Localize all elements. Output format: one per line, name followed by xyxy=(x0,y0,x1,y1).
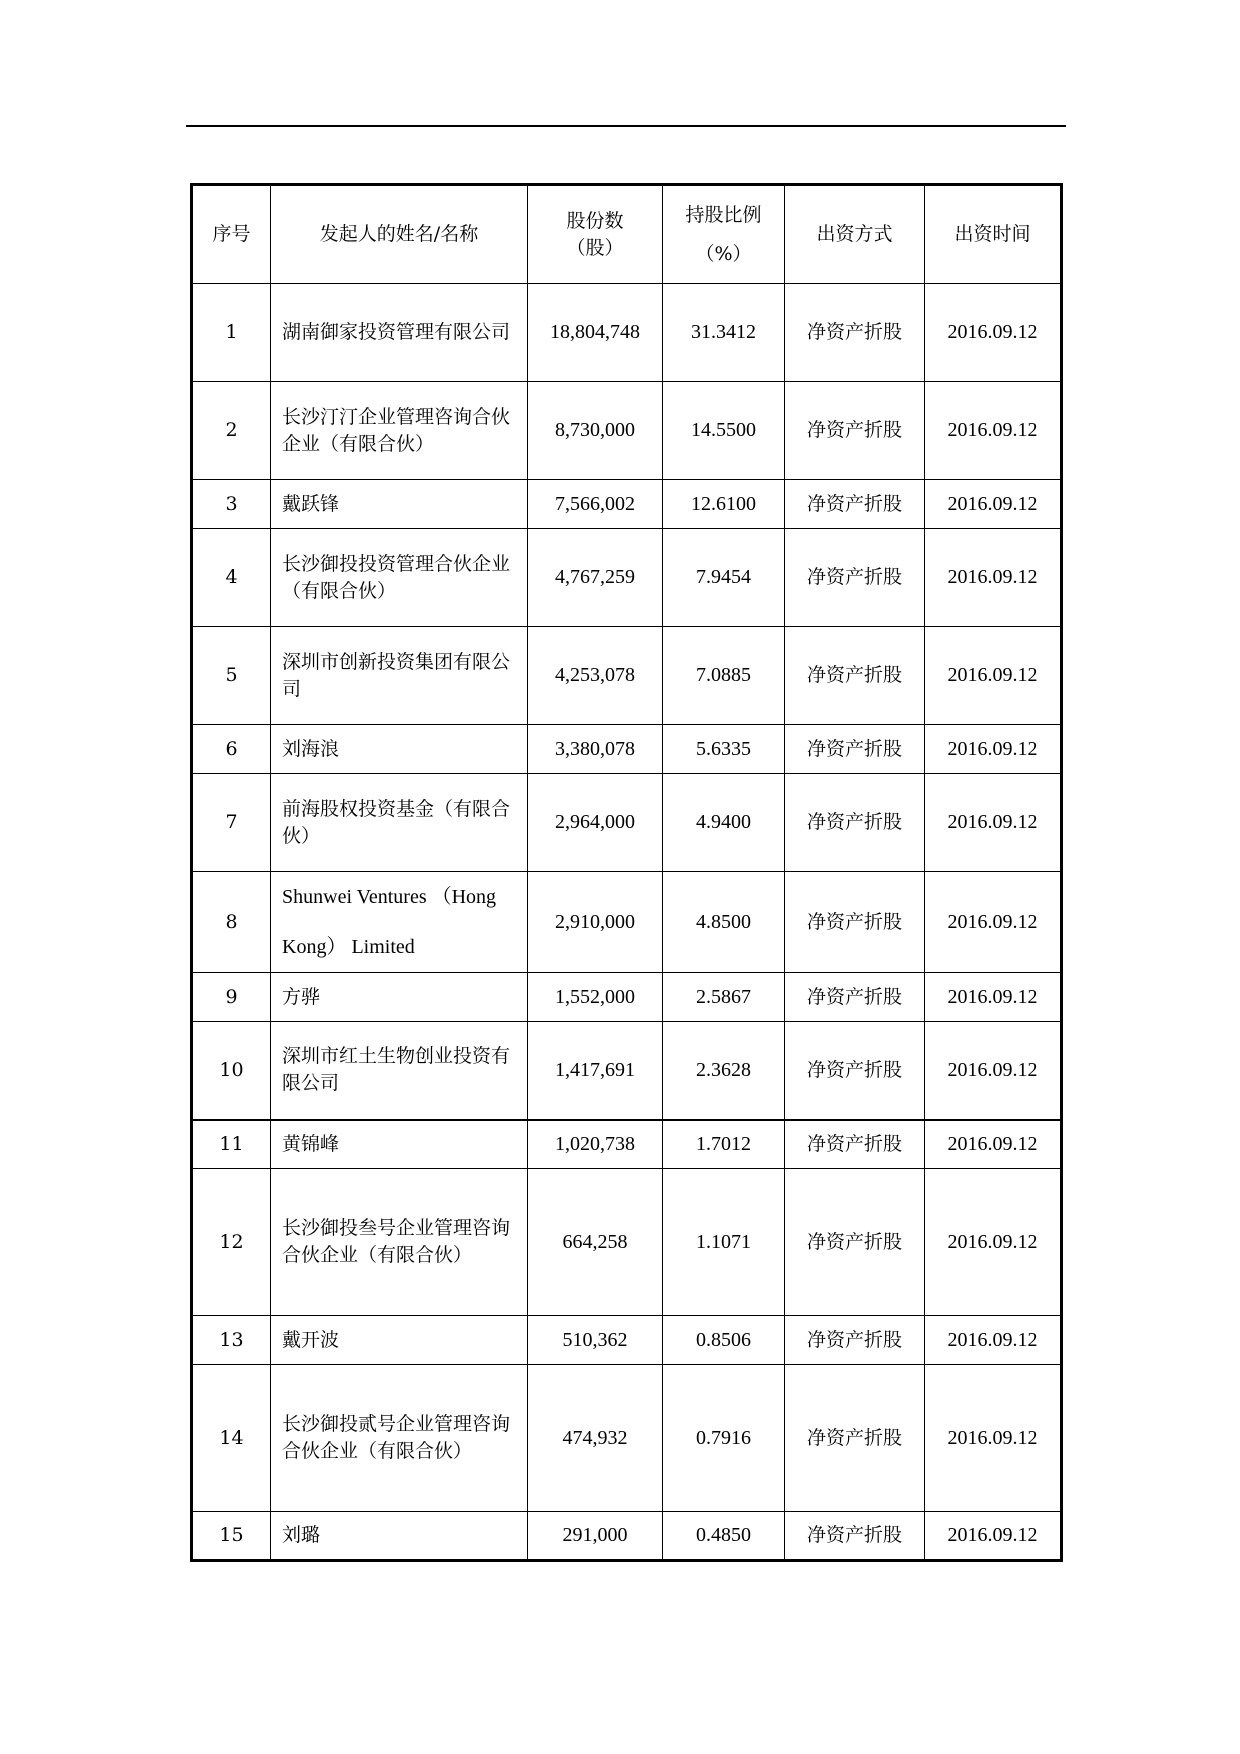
cell-ratio: 5.6335 xyxy=(663,725,785,774)
cell-date: 2016.09.12 xyxy=(925,725,1062,774)
table-row xyxy=(192,529,1062,627)
cell-name: 方骅 xyxy=(271,973,528,1022)
cell-shares: 4,767,259 xyxy=(528,529,663,627)
cell-ratio: 1.1071 xyxy=(663,1169,785,1316)
cell-ratio: 2.3628 xyxy=(663,1022,785,1120)
table-row xyxy=(192,774,1062,872)
cell-shares: 1,552,000 xyxy=(528,973,663,1022)
cell-ratio: 7.9454 xyxy=(663,529,785,627)
cell-shares: 4,253,078 xyxy=(528,627,663,725)
cell-name xyxy=(271,872,528,973)
cell-shares: 664,258 xyxy=(528,1169,663,1316)
table-row xyxy=(192,725,1062,774)
header-shares-line2: （股） xyxy=(566,236,624,259)
promoter-shareholding-table xyxy=(190,183,1063,1562)
cell-date: 2016.09.12 xyxy=(925,1120,1062,1169)
cell-shares: 510,362 xyxy=(528,1316,663,1365)
cell-name: 前海股权投资基金（有限合伙） xyxy=(271,774,528,872)
cell-name: 刘璐 xyxy=(271,1512,528,1561)
cell-index: 10 xyxy=(192,1022,271,1120)
cell-name: 长沙汀汀企业管理咨询合伙企业（有限合伙） xyxy=(271,382,528,480)
cell-method: 净资产折股 xyxy=(785,284,925,382)
table-row xyxy=(192,973,1062,1022)
cell-shares: 1,417,691 xyxy=(528,1022,663,1120)
cell-index: 15 xyxy=(192,1512,271,1561)
cell-shares: 7,566,002 xyxy=(528,480,663,529)
cell-ratio: 31.3412 xyxy=(663,284,785,382)
table-header-row xyxy=(192,185,1062,284)
cell-date: 2016.09.12 xyxy=(925,1316,1062,1365)
cell-index: 6 xyxy=(192,725,271,774)
cell-ratio: 4.8500 xyxy=(663,872,785,973)
cell-date: 2016.09.12 xyxy=(925,480,1062,529)
cell-date: 2016.09.12 xyxy=(925,1022,1062,1120)
cell-date: 2016.09.12 xyxy=(925,529,1062,627)
cell-shares: 18,804,748 xyxy=(528,284,663,382)
cell-date: 2016.09.12 xyxy=(925,872,1062,973)
cell-date: 2016.09.12 xyxy=(925,1365,1062,1512)
cell-ratio: 7.0885 xyxy=(663,627,785,725)
cell-ratio: 4.9400 xyxy=(663,774,785,872)
header-rule xyxy=(186,125,1066,127)
header-ratio-line1: 持股比例 xyxy=(685,203,762,226)
cell-index: 2 xyxy=(192,382,271,480)
cell-date: 2016.09.12 xyxy=(925,627,1062,725)
cell-shares: 291,000 xyxy=(528,1512,663,1561)
cell-name-line1: Shunwei Ventures （Hong xyxy=(282,886,497,908)
cell-name: 戴开波 xyxy=(271,1316,528,1365)
cell-method: 净资产折股 xyxy=(785,973,925,1022)
table-row xyxy=(192,1316,1062,1365)
cell-method: 净资产折股 xyxy=(785,774,925,872)
cell-index: 4 xyxy=(192,529,271,627)
table-row xyxy=(192,480,1062,529)
cell-index: 1 xyxy=(192,284,271,382)
cell-name: 戴跃锋 xyxy=(271,480,528,529)
cell-name: 长沙御投叁号企业管理咨询合伙企业（有限合伙） xyxy=(271,1169,528,1316)
cell-shares: 3,380,078 xyxy=(528,725,663,774)
cell-name: 长沙御投贰号企业管理咨询合伙企业（有限合伙） xyxy=(271,1365,528,1512)
cell-shares: 474,932 xyxy=(528,1365,663,1512)
header-ratio-line2: （%） xyxy=(695,242,752,265)
cell-index: 3 xyxy=(192,480,271,529)
cell-date: 2016.09.12 xyxy=(925,284,1062,382)
cell-name: 深圳市红土生物创业投资有限公司 xyxy=(271,1022,528,1120)
cell-method: 净资产折股 xyxy=(785,1316,925,1365)
cell-method: 净资产折股 xyxy=(785,480,925,529)
cell-index: 5 xyxy=(192,627,271,725)
cell-index: 9 xyxy=(192,973,271,1022)
header-index: 序号 xyxy=(192,185,271,284)
cell-method: 净资产折股 xyxy=(785,627,925,725)
cell-ratio: 0.4850 xyxy=(663,1512,785,1561)
cell-method: 净资产折股 xyxy=(785,529,925,627)
cell-method: 净资产折股 xyxy=(785,725,925,774)
cell-index: 8 xyxy=(192,872,271,973)
header-ratio xyxy=(663,185,785,284)
cell-name: 刘海浪 xyxy=(271,725,528,774)
header-method: 出资方式 xyxy=(785,185,925,284)
cell-index: 7 xyxy=(192,774,271,872)
cell-method: 净资产折股 xyxy=(785,1120,925,1169)
header-date: 出资时间 xyxy=(925,185,1062,284)
table-row xyxy=(192,382,1062,480)
cell-shares: 2,964,000 xyxy=(528,774,663,872)
cell-date: 2016.09.12 xyxy=(925,973,1062,1022)
header-shares xyxy=(528,185,663,284)
cell-method: 净资产折股 xyxy=(785,382,925,480)
cell-index: 12 xyxy=(192,1169,271,1316)
table-row xyxy=(192,627,1062,725)
cell-shares: 1,020,738 xyxy=(528,1120,663,1169)
cell-date: 2016.09.12 xyxy=(925,1512,1062,1561)
cell-name: 湖南御家投资管理有限公司 xyxy=(271,284,528,382)
cell-name: 深圳市创新投资集团有限公司 xyxy=(271,627,528,725)
table-row xyxy=(192,284,1062,382)
cell-ratio: 0.7916 xyxy=(663,1365,785,1512)
cell-index: 11 xyxy=(192,1120,271,1169)
cell-method: 净资产折股 xyxy=(785,1169,925,1316)
cell-date: 2016.09.12 xyxy=(925,1169,1062,1316)
header-name: 发起人的姓名/名称 xyxy=(271,185,528,284)
cell-method: 净资产折股 xyxy=(785,872,925,973)
table-row xyxy=(192,1365,1062,1512)
table-row xyxy=(192,1169,1062,1316)
cell-shares: 2,910,000 xyxy=(528,872,663,973)
cell-index: 14 xyxy=(192,1365,271,1512)
header-shares-line1: 股份数 xyxy=(566,209,624,232)
cell-ratio: 14.5500 xyxy=(663,382,785,480)
table-row xyxy=(192,1022,1062,1120)
cell-method: 净资产折股 xyxy=(785,1022,925,1120)
table-row xyxy=(192,1120,1062,1169)
table-row xyxy=(192,872,1062,973)
cell-method: 净资产折股 xyxy=(785,1512,925,1561)
cell-method: 净资产折股 xyxy=(785,1365,925,1512)
cell-ratio: 2.5867 xyxy=(663,973,785,1022)
cell-ratio: 1.7012 xyxy=(663,1120,785,1169)
cell-index: 13 xyxy=(192,1316,271,1365)
cell-name: 长沙御投投资管理合伙企业（有限合伙） xyxy=(271,529,528,627)
cell-ratio: 12.6100 xyxy=(663,480,785,529)
cell-date: 2016.09.12 xyxy=(925,774,1062,872)
table-row xyxy=(192,1512,1062,1561)
cell-date: 2016.09.12 xyxy=(925,382,1062,480)
cell-name-line2: Kong） Limited xyxy=(282,936,415,958)
cell-ratio: 0.8506 xyxy=(663,1316,785,1365)
cell-name: 黄锦峰 xyxy=(271,1120,528,1169)
cell-shares: 8,730,000 xyxy=(528,382,663,480)
